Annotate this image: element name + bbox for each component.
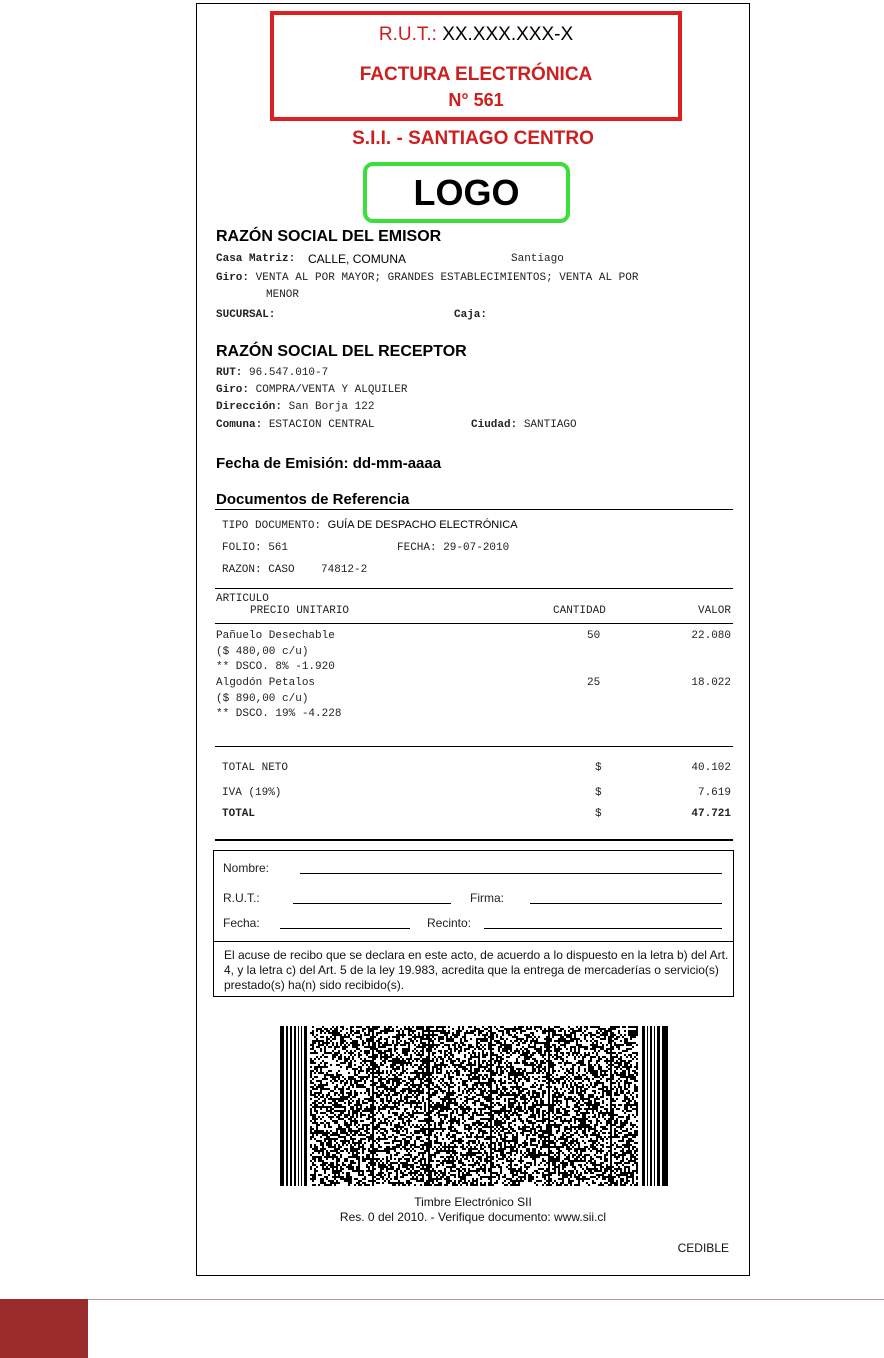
pdf417-barcode-icon (280, 1026, 668, 1186)
table-header-valor: VALOR (697, 605, 731, 617)
receptor-title: RAZÓN SOCIAL DEL RECEPTOR (216, 343, 467, 360)
emisor-giro-line2: MENOR (266, 289, 300, 301)
ref-tipo-label: TIPO DOCUMENTO: (222, 520, 322, 532)
item-name: Pañuelo Desechable (216, 630, 335, 642)
item-discount: ** DSCO. 19% -4.228 (216, 708, 342, 720)
document-type: FACTURA ELECTRÓNICA (359, 64, 593, 85)
item-price: ($ 890,00 c/u) (216, 693, 309, 705)
total-label: TOTAL (222, 808, 256, 820)
firma-line[interactable] (530, 903, 722, 904)
invoice-header-box (270, 11, 682, 121)
footer-accent-block (0, 1299, 88, 1358)
item-value: 22.080 (691, 630, 731, 642)
ref-folio: FOLIO: 561 (222, 542, 289, 554)
caja-label: Caja: (454, 309, 488, 321)
iva-label: IVA (19%) (222, 787, 282, 799)
divider (215, 623, 733, 624)
divider (215, 509, 733, 510)
nombre-label: Nombre: (223, 861, 270, 875)
emisor-giro-line1: VENTA AL POR MAYOR; GRANDES ESTABLECIMIENTOS; VENTA AL POR (255, 272, 639, 284)
total-neto-label: TOTAL NETO (222, 762, 289, 774)
receptor-giro-value: COMPRA/VENTA Y ALQUILER (255, 384, 408, 396)
ref-razon: RAZON: CASO 74812-2 (222, 564, 368, 576)
timbre-line1: Timbre Electrónico SII (414, 1195, 532, 1209)
acuse-fecha-line[interactable] (280, 928, 410, 929)
receptor-direccion-row (216, 401, 374, 413)
footer-rule (0, 1299, 884, 1300)
acuse-separator (214, 941, 733, 942)
recinto-line[interactable] (484, 928, 722, 929)
emisor-city: Santiago (511, 253, 564, 265)
document-number: N° 561 (448, 90, 504, 110)
timbre-line2: Res. 0 del 2010. - Verifique documento: www.sii.cl (339, 1210, 607, 1224)
recinto-label: Recinto: (427, 916, 472, 930)
receptor-comuna-row (216, 419, 374, 431)
acuse-fecha-label: Fecha: (223, 916, 260, 930)
rut-label: R.U.T.: (378, 24, 437, 45)
item-qty: 25 (587, 677, 601, 689)
item-discount: ** DSCO. 8% -1.920 (216, 661, 335, 673)
fecha-emision: Fecha de Emisión: dd-mm-aaaa (216, 455, 442, 472)
receptor-comuna-label: Comuna: (216, 419, 263, 431)
rut-line (274, 24, 678, 46)
casa-matriz-row (216, 253, 295, 265)
firma-label: Firma: (470, 891, 504, 905)
rut-value: XX.XXX.XXX-X (442, 24, 574, 45)
receptor-rut-row (216, 367, 328, 379)
total-neto-value: 40.102 (691, 762, 731, 774)
receptor-ciudad-value: SANTIAGO (523, 419, 577, 431)
receptor-giro-row (216, 384, 407, 396)
emisor-title: RAZÓN SOCIAL DEL EMISOR (216, 228, 442, 245)
receptor-rut-label: RUT: (216, 367, 243, 379)
ref-fecha: FECHA: 29-07-2010 (397, 542, 510, 554)
total-neto-currency: $ (595, 762, 602, 774)
total-currency: $ (595, 808, 602, 820)
logo-placeholder: LOGO (363, 162, 570, 223)
receptor-rut-value: 96.547.010-7 (249, 367, 329, 379)
iva-value: 7.619 (697, 787, 731, 799)
emisor-giro-row (216, 272, 736, 284)
receptor-ciudad-label: Ciudad: (471, 419, 518, 431)
invoice-document (196, 3, 750, 1276)
iva-currency: $ (595, 787, 602, 799)
sucursal-label: SUCURSAL: (216, 309, 276, 321)
ref-tipo-value: GUÍA DE DESPACHO ELECTRÓNICA (327, 519, 518, 531)
nombre-line[interactable] (300, 873, 722, 874)
sii-office: S.I.I. - SANTIAGO CENTRO (352, 128, 594, 149)
item-qty: 50 (587, 630, 601, 642)
cedible-label: CEDIBLE (677, 1241, 729, 1255)
receptor-comuna-value: ESTACION CENTRAL (268, 419, 375, 431)
table-header-articulo: ARTICULO (216, 593, 269, 605)
table-header-cantidad: CANTIDAD (553, 605, 606, 617)
referencia-title: Documentos de Referencia (216, 491, 410, 508)
divider (215, 746, 733, 747)
casa-matriz-label: Casa Matriz: (216, 253, 296, 265)
total-value: 47.721 (691, 808, 731, 820)
acuse-rut-line[interactable] (293, 903, 451, 904)
receptor-giro-label: Giro: (216, 384, 250, 396)
item-price: ($ 480,00 c/u) (216, 646, 309, 658)
acuse-rut-label: R.U.T.: (223, 891, 260, 905)
receptor-direccion-label: Dirección: (216, 401, 283, 413)
item-name: Algodón Petalos (216, 677, 316, 689)
ref-tipo-row (222, 519, 518, 532)
casa-matriz-value: CALLE, COMUNA (308, 252, 407, 266)
table-header-precio: PRECIO UNITARIO (250, 605, 350, 617)
divider (215, 588, 733, 589)
item-value: 18.022 (691, 677, 731, 689)
acuse-legal-text: El acuse de recibo que se declara en este acto, de acuerdo a lo dispuesto en la letra b) del Art. 4, y la letra c) del Art. 5 de la ley 19.983, acredita que la entrega de mercaderías o servicio(s) prestado(s) ha(n) sido recibido(s). (224, 948, 729, 992)
acuse-recibo-box (213, 850, 734, 997)
receptor-ciudad-row (471, 419, 577, 431)
divider (215, 839, 733, 841)
receptor-direccion-value: San Borja 122 (288, 401, 375, 413)
emisor-giro-label: Giro: (216, 272, 250, 284)
